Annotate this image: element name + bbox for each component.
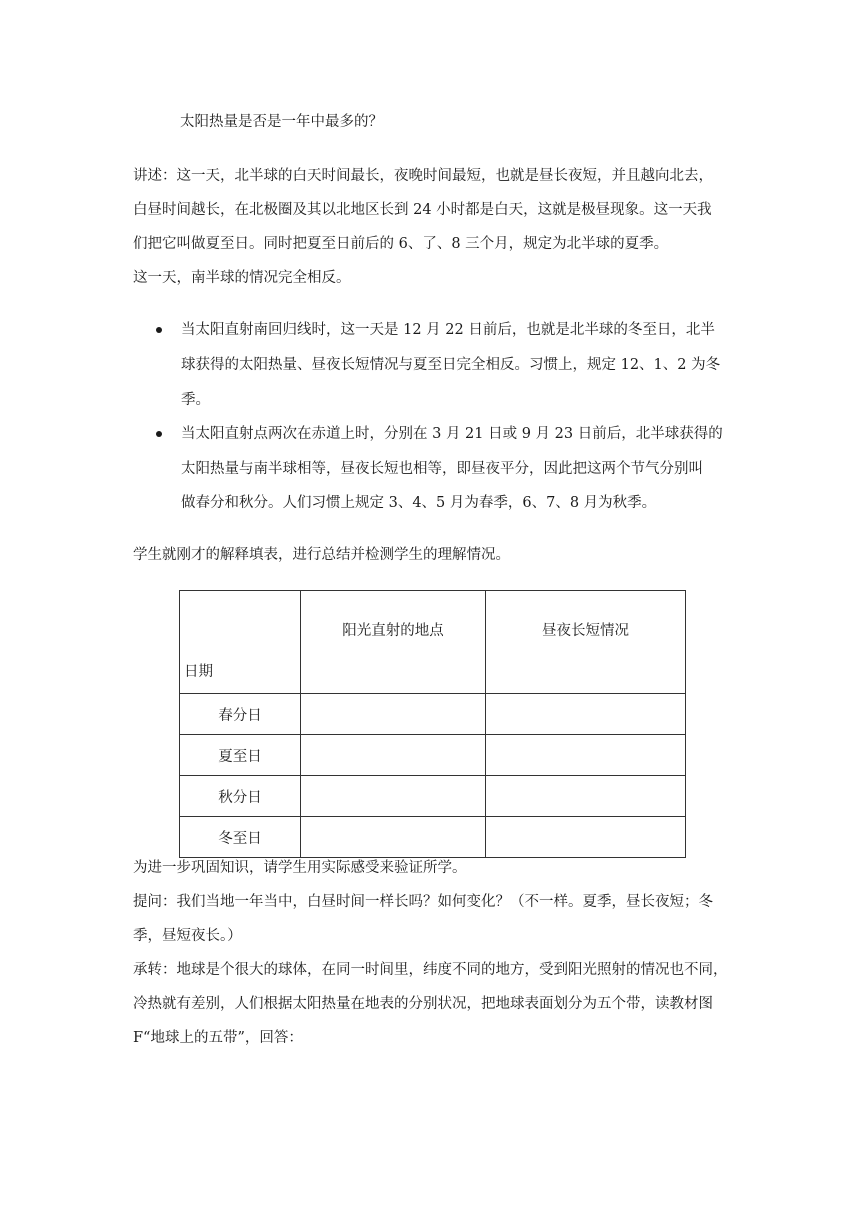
bullet-2-line: 太阳热量与南半球相等，昼夜长短也相等，即昼夜平分，因此把这两个节气分别叫 [181, 461, 703, 477]
narration-line: 讲述：这一天，北半球的白天时间最长，夜晚时间最短，也就是昼长夜短，并且越向北去， [133, 168, 713, 184]
sun-point-cell[interactable] [301, 735, 486, 776]
table-row [180, 735, 686, 776]
sun-point-cell[interactable] [301, 776, 486, 817]
row-label: 夏至日 [180, 735, 301, 776]
table-intro: 学生就刚才的解释填表，进行总结并检测学生的理解情况。 [133, 547, 510, 563]
day-night-cell[interactable] [486, 735, 686, 776]
bullet-icon [156, 327, 162, 333]
row-label: 秋分日 [180, 776, 301, 817]
sun-point-cell[interactable] [301, 694, 486, 735]
narration-line: 这一天，南半球的情况完全相反。 [133, 270, 351, 286]
closing-line: 提问：我们当地一年当中，白昼时间一样长吗？如何变化？（不一样。夏季，昼长夜短；冬 [133, 894, 713, 910]
header-sun-point: 阳光直射的地点 [301, 591, 486, 694]
closing-line: F“地球上的五带”，回答： [133, 1030, 303, 1046]
table-row [180, 776, 686, 817]
day-night-cell[interactable] [486, 694, 686, 735]
bullet-1-line: 当太阳直射南回归线时，这一天是 12 月 22 日前后，也就是北半球的冬至日，北半 [181, 322, 715, 338]
solstice-equinox-table [179, 590, 686, 858]
narration-line: 白昼时间越长，在北极圈及其以北地区长到 24 小时都是白天，这就是极昼现象。这一天我 [133, 202, 712, 218]
closing-line: 冷热就有差别，人们根据太阳热量在地表的分别状况，把地球表面划分为五个带，读教材图 [133, 996, 713, 1012]
header-date: 日期 [180, 591, 301, 694]
intro-question: 太阳热量是否是一年中最多的？ [180, 114, 383, 130]
closing-line: 季，昼短夜长。） [133, 928, 242, 944]
header-day-night: 昼夜长短情况 [486, 591, 686, 694]
narration-line: 们把它叫做夏至日。同时把夏至日前后的 6、了、8 三个月，规定为北半球的夏季。 [133, 236, 669, 252]
closing-line: 承转：地球是个很大的球体，在同一时间里，纬度不同的地方，受到阳光照射的情况也不同， [133, 962, 728, 978]
sun-point-cell[interactable] [301, 817, 486, 858]
bullet-2-line: 当太阳直射点两次在赤道上时，分别在 3 月 21 日或 9 月 23 日前后，北半球获得的 [181, 426, 723, 442]
day-night-cell[interactable] [486, 776, 686, 817]
bullet-1-line: 球获得的太阳热量、昼夜长短情况与夏至日完全相反。习惯上，规定 12、1、2 为冬 [181, 357, 721, 373]
closing-line: 为进一步巩固知识，请学生用实际感受来验证所学。 [133, 860, 467, 876]
day-night-cell[interactable] [486, 817, 686, 858]
row-label: 冬至日 [180, 817, 301, 858]
bullet-icon [156, 431, 162, 437]
bullet-2-line: 做春分和秋分。人们习惯上规定 3、4、5 月为春季，6、7、8 月为秋季。 [181, 495, 657, 511]
row-label: 春分日 [180, 694, 301, 735]
table-header-row [180, 591, 686, 694]
table-row [180, 694, 686, 735]
bullet-1-line: 季。 [181, 392, 210, 408]
table-row [180, 817, 686, 858]
